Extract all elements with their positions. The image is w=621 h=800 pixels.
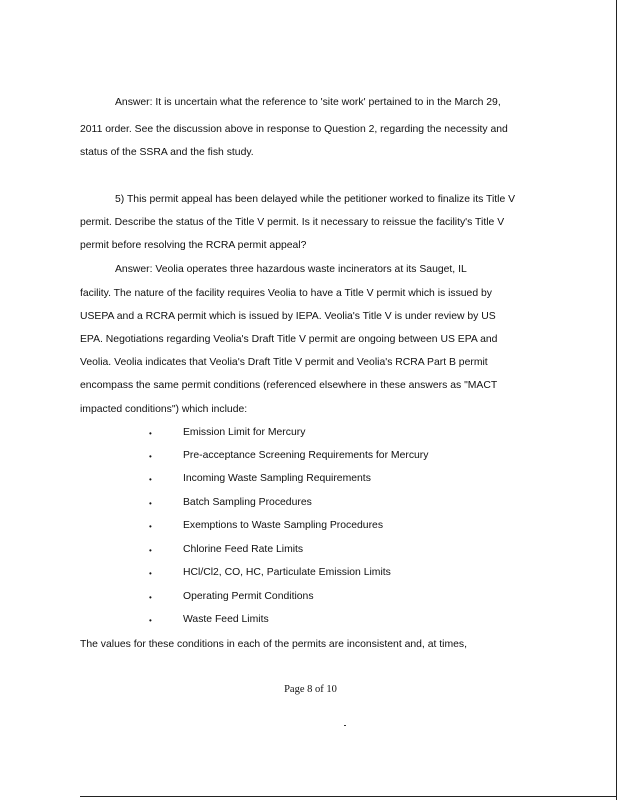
list-item: Exemptions to Waste Sampling Procedures	[183, 520, 384, 531]
page-edge-bottom	[80, 796, 617, 797]
answer-2-line-5: Veolia. Veolia indicates that Veolia's Draft Title V permit and Veolia's RCRA Part B permit	[80, 357, 488, 368]
bullet-icon: •	[149, 593, 152, 602]
closing-line: The values for these conditions in each of the permits are inconsistent and, at times,	[80, 639, 467, 650]
list-item: Batch Sampling Procedures	[183, 497, 312, 508]
bullet-icon: •	[149, 429, 152, 438]
answer-2-line-3: USEPA and a RCRA permit which is issued by IEPA. Veolia's Title V is under review by US	[80, 311, 496, 322]
answer-2-line-6: encompass the same permit conditions (referenced elsewhere in these answers as "MACT	[80, 380, 498, 391]
bullet-icon: •	[149, 616, 152, 625]
page-edge-right	[616, 0, 617, 800]
answer-2-line-1: Answer: Veolia operates three hazardous waste incinerators at its Sauget, IL	[115, 264, 467, 275]
list-item: Waste Feed Limits	[183, 614, 269, 625]
answer-1-line-1: Answer: It is uncertain what the reference to 'site work' pertained to in the March 29,	[115, 97, 501, 108]
list-item: Chlorine Feed Rate Limits	[183, 544, 304, 555]
bullet-icon: •	[149, 546, 152, 555]
list-item: Operating Permit Conditions	[183, 591, 314, 602]
bullet-icon: •	[149, 475, 152, 484]
question-5-line-2: permit. Describe the status of the Title V permit. Is it necessary to reissue the facility's Title V	[80, 217, 505, 228]
bullet-icon: •	[149, 569, 152, 578]
list-item: HCl/Cl2, CO, HC, Particulate Emission Limits	[183, 567, 391, 578]
list-item: Emission Limit for Mercury	[183, 427, 306, 438]
bullet-icon: •	[149, 452, 152, 461]
bullet-icon: •	[149, 499, 152, 508]
bullet-icon: •	[149, 522, 152, 531]
answer-2-line-4: EPA. Negotiations regarding Veolia's Draft Title V permit are ongoing between US EPA and	[80, 334, 498, 345]
question-5-line-3: permit before resolving the RCRA permit appeal?	[80, 240, 307, 251]
answer-1-line-3: status of the SSRA and the fish study.	[80, 147, 254, 158]
answer-1-line-2: 2011 order. See the discussion above in response to Question 2, regarding the necessity and	[80, 124, 508, 135]
answer-2-line-7: impacted conditions") which include:	[80, 404, 248, 415]
list-item: Pre-acceptance Screening Requirements for Mercury	[183, 450, 429, 461]
page-number: Page 8 of 10	[284, 684, 337, 695]
question-5-line-1: 5) This permit appeal has been delayed while the petitioner worked to finalize its Title V	[115, 194, 516, 205]
list-item: Incoming Waste Sampling Requirements	[183, 473, 371, 484]
scan-speck	[344, 725, 346, 726]
answer-2-line-2: facility. The nature of the facility requires Veolia to have a Title V permit which is issued by	[80, 288, 492, 299]
